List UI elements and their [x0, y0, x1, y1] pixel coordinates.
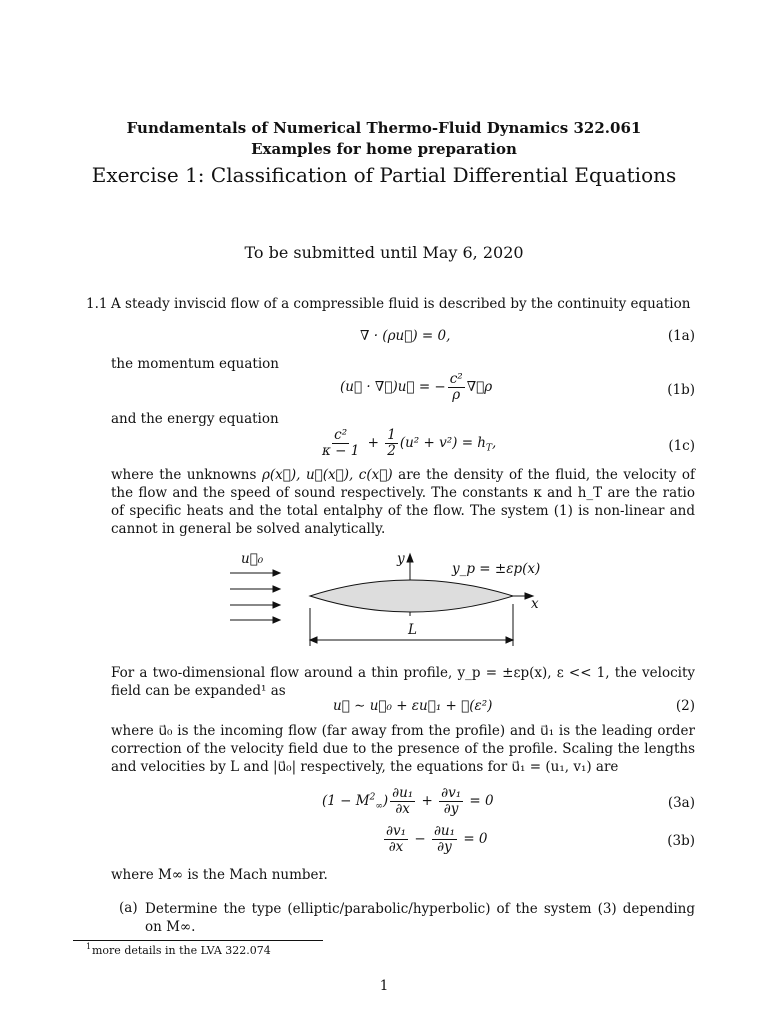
page-number: 1 [379, 978, 389, 994]
exercise-title: Exercise 1: Classification of Partial Differential Equations [91, 163, 677, 187]
y-axis-label: y [397, 551, 405, 567]
equation-1b: (u⃗ · ∇⃗)u⃗ = − $\frac{\text{c²}}{\rho}$ ∇⃗ρ [340, 371, 493, 403]
problem-intro: A steady inviscid flow of a compressible fluid is described by the continuity equation [111, 296, 691, 312]
subtitle: Examples for home preparation [251, 140, 517, 158]
task-a-label: (a) [119, 900, 138, 916]
equation-1b-number: (1b) [667, 382, 695, 398]
equation-2-number: (2) [675, 698, 695, 714]
incoming-paragraph: where u⃗₀ is the incoming flow (far away from the profile) and u⃗₁ is the leading order correction of the velocity field due to the presence of the profile. Scaling the lengths and velocities by L and |u⃗₀| respectively, the equations for u⃗₁ = (u₁, v₁) are [111, 723, 695, 775]
flow-arrow-4-head [273, 617, 280, 623]
profile-shape [310, 580, 513, 612]
expansion-paragraph: For a two-dimensional flow around a thin profile, y_p = ±εp(x), ε << 1, the velocity field can be expanded¹ as [111, 665, 695, 699]
flow-arrow-2-head [273, 586, 280, 592]
flow-arrow-1-head [273, 570, 280, 576]
momentum-label: the momentum equation [111, 356, 279, 372]
equation-1a: ∇ · (ρu⃗) = 0, [360, 328, 451, 344]
equation-2: u⃗ ∼ u⃗₀ + εu⃗₁ + 𝒪(ε²) [333, 698, 493, 714]
equation-3b: $\frac{\text{∂v₁}}{\partial x}$ − $\frac{\text{∂u₁}}{\partial y}$ = 0 [386, 823, 488, 855]
equation-1a-number: (1a) [667, 328, 695, 344]
equation-1c-number: (1c) [668, 438, 695, 454]
task-a-text: Determine the type (elliptic/parabolic/hyperbolic) of the system (3) depending on M∞. [145, 901, 695, 935]
footnote-rule [73, 940, 323, 941]
flow-arrow-3-head [273, 602, 280, 608]
dim-arrow-left [310, 637, 317, 643]
equation-3a-number: (3a) [667, 795, 695, 811]
equation-3a: $(1 - M^2_\infty)$ $\frac{\text{∂u₁}}{\partial x}$ + $\frac{\text{∂v₁}}{\partial y}$ = 0 [322, 785, 494, 817]
problem-number: 1.1 [86, 296, 108, 312]
energy-label: and the energy equation [111, 411, 279, 427]
footnote-text: more details in the LVA 322.074 [92, 944, 271, 957]
unknowns-paragraph: where the unknowns ρ(x⃗), u⃗(x⃗), c(x⃗) are the density of the fluid, the velocity of the flow and the speed of sound respectively. The constants κ and h_T are the ratio of specific heats and the total entalphy of the flow. The system (1) is non-linear and cannot in general be solved analytically. [111, 467, 695, 537]
footnote-mark: 1 [86, 942, 92, 951]
profile-label: y_p = ±εp(x) [452, 561, 541, 577]
length-label: L [408, 622, 417, 638]
u0-label: u⃗₀ [241, 551, 264, 567]
x-axis-label: x [531, 596, 539, 612]
mach-paragraph: where M∞ is the Mach number. [111, 867, 328, 883]
course-title: Fundamentals of Numerical Thermo-Fluid Dynamics 322.061 [126, 119, 642, 137]
dim-arrow-right [506, 637, 513, 643]
deadline: To be submitted until May 6, 2020 [244, 243, 524, 262]
equation-1c: $\frac{\text{c²}}{\kappa - 1}$ + $\frac{1}{2}$ $(u^2 + v^2) = h_T$, [322, 427, 497, 459]
y-axis-head [407, 554, 413, 562]
equation-3b-number: (3b) [667, 833, 695, 849]
